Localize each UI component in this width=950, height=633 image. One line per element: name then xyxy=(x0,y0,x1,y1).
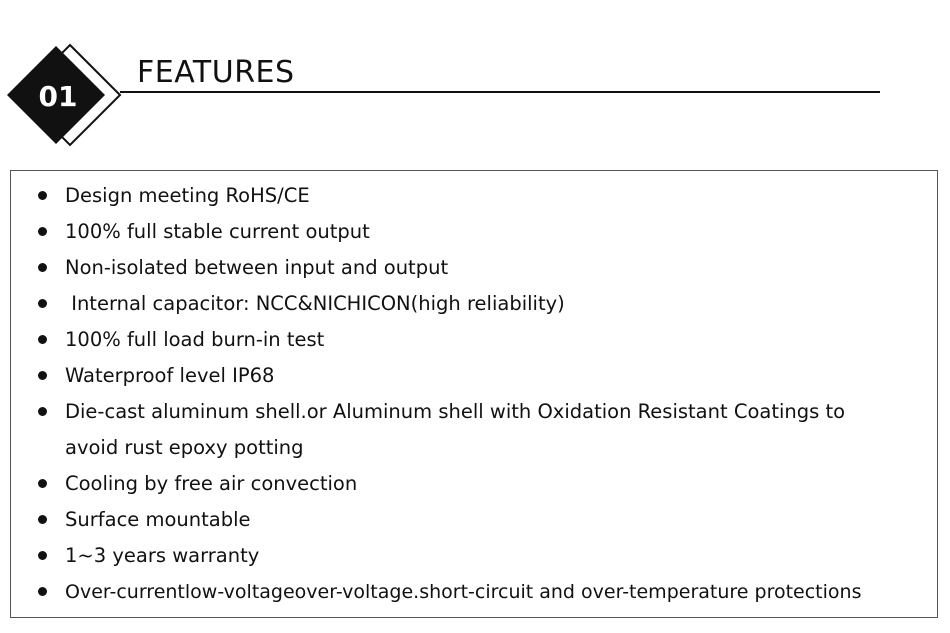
bullet-icon xyxy=(38,515,47,524)
list-item xyxy=(36,394,891,466)
feature-text: 100% full load burn-in test xyxy=(65,328,325,351)
bullet-icon xyxy=(38,551,47,560)
feature-text: Waterproof level IP68 xyxy=(65,364,275,387)
feature-text: Design meeting RoHS/CE xyxy=(65,184,310,207)
section-number: 01 xyxy=(38,80,78,113)
feature-text: Die-cast aluminum shell.or Aluminum shell with Oxidation Resistant Coatings to avoid rust epoxy potting xyxy=(65,400,846,459)
bullet-icon xyxy=(38,479,47,488)
bullet-icon xyxy=(38,371,47,380)
section-title: FEATURES xyxy=(137,55,295,90)
section-number-badge xyxy=(0,40,125,150)
list-item xyxy=(36,178,941,214)
bullet-icon xyxy=(38,191,47,200)
list-item xyxy=(36,286,941,322)
feature-text: Over-currentlow-voltageover-voltage.short-circuit and over-temperature protections xyxy=(65,581,862,603)
bullet-icon xyxy=(38,587,47,596)
list-item xyxy=(36,574,941,610)
list-item xyxy=(36,502,941,538)
bullet-icon xyxy=(38,299,47,308)
title-underline xyxy=(120,91,880,93)
feature-text: 100% full stable current output xyxy=(65,220,370,243)
feature-text: Surface mountable xyxy=(65,508,251,531)
list-item xyxy=(36,214,941,250)
list-item xyxy=(36,322,941,358)
bullet-icon xyxy=(38,263,47,272)
feature-text: Cooling by free air convection xyxy=(65,472,358,495)
list-item xyxy=(36,358,941,394)
bullet-icon xyxy=(38,227,47,236)
bullet-icon xyxy=(38,335,47,344)
feature-text: 1~3 years warranty xyxy=(65,544,260,567)
list-item xyxy=(36,250,941,286)
features-list xyxy=(36,178,941,610)
list-item xyxy=(36,538,941,574)
list-item xyxy=(36,466,941,502)
feature-text: Non-isolated between input and output xyxy=(65,256,449,279)
bullet-icon xyxy=(38,407,47,416)
feature-text: Internal capacitor: NCC&NICHICON(high reliability) xyxy=(65,292,565,315)
